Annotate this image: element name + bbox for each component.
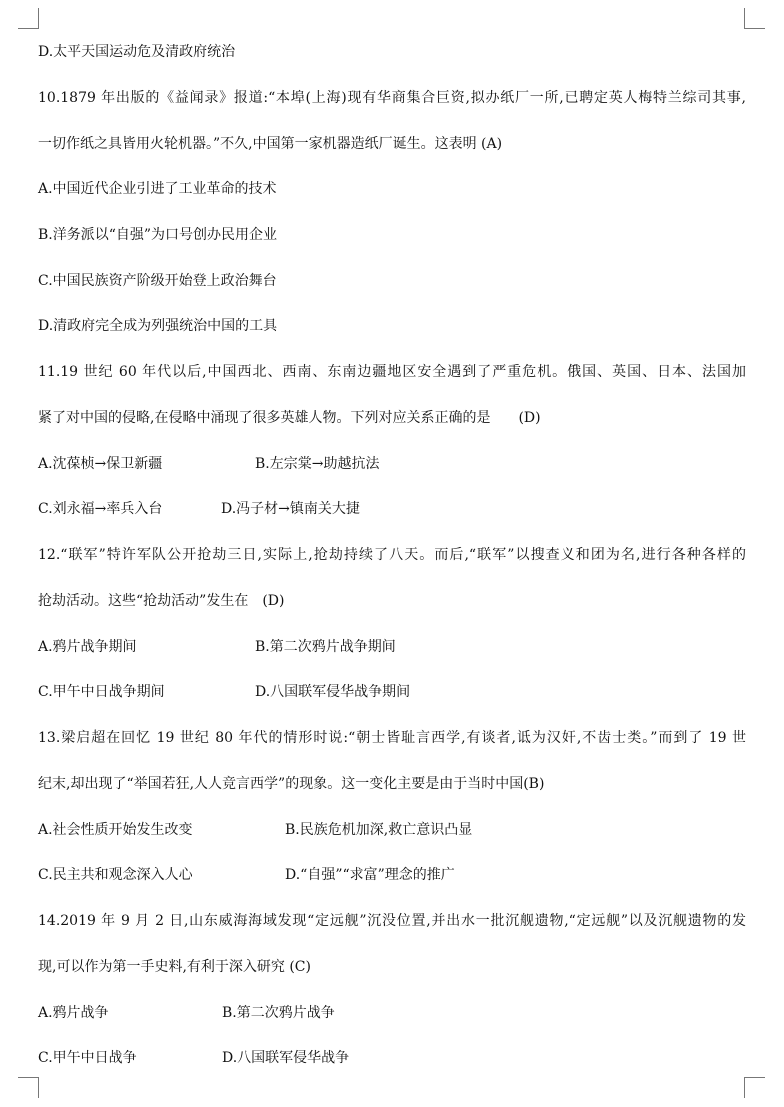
question-13-text: 13.梁启超在回忆 19 世纪 80 年代的情形时说:“朝士皆耻言西学,有谈者,诋为汉奸,不齿士类。”而到了 19 世: [38, 730, 746, 746]
question-13-option-d: D.“自强”“求富”理念的推广: [285, 867, 455, 883]
crop-mark-bottom-right: [744, 1077, 765, 1098]
question-10-text: 10.1879 年出版的《益闻录》报道:“本埠(上海)现有华商集合巨资,拟办纸厂一所,已聘定英人梅特兰综司其事,: [38, 90, 746, 106]
question-11-option-a: A.沈葆桢→保卫新疆: [38, 456, 163, 472]
question-11-option-d: D.冯子材→镇南关大捷: [221, 501, 360, 517]
question-10-option-b: B.洋务派以“自强”为口号创办民用企业: [38, 227, 278, 243]
question-11-text-cont: 紧了对中国的侵略,在侵略中涌现了很多英雄人物。下列对应关系正确的是 (D): [38, 410, 541, 426]
crop-mark-top-right: [744, 8, 765, 29]
question-13-option-a: A.社会性质开始发生改变: [38, 822, 193, 838]
question-10-option-c: C.中国民族资产阶级开始登上政治舞台: [38, 273, 277, 289]
question-12-text: 12.“联军”特许军队公开抢劫三日,实际上,抢劫持续了八天。而后,“联军”以搜查义和团为名,进行各种各样的: [38, 547, 746, 563]
question-10-text-cont: 一切作纸之具皆用火轮机器。”不久,中国第一家机器造纸厂诞生。这表明 (A): [38, 136, 503, 152]
crop-mark-top-left: [18, 8, 39, 29]
question-14-option-d: D.八国联军侵华战争: [222, 1050, 350, 1066]
question-11-option-b: B.左宗棠→助越抗法: [255, 456, 380, 472]
question-14-option-c: C.甲午中日战争: [38, 1050, 137, 1066]
question-13-text-cont: 纪末,却出现了“举国若狂,人人竞言西学”的现象。这一变化主要是由于当时中国(B): [38, 776, 545, 792]
question-11-option-c: C.刘永福→率兵入台: [38, 501, 163, 517]
option-line: D.太平天国运动危及清政府统治: [38, 44, 236, 60]
question-12-text-cont: 抢劫活动。这些“抢劫活动”发生在 (D): [38, 593, 285, 609]
question-12-option-d: D.八国联军侵华战争期间: [255, 684, 411, 700]
question-14-option-b: B.第二次鸦片战争: [222, 1005, 335, 1021]
question-13-option-b: B.民族危机加深,救亡意识凸显: [285, 822, 473, 838]
question-11-text: 11.19 世纪 60 年代以后,中国西北、西南、东南边疆地区安全遇到了严重危机。俄国、英国、日本、法国加: [38, 364, 746, 380]
crop-mark-bottom-left: [18, 1077, 39, 1098]
question-14-text-cont: 现,可以作为第一手史料,有利于深入研究 (C): [38, 959, 311, 975]
question-14-text: 14.2019 年 9 月 2 日,山东威海海域发现“定远舰”沉没位置,并出水一批沉舰遗物,“定远舰”以及沉舰遗物的发: [38, 913, 746, 929]
question-14-option-a: A.鸦片战争: [38, 1005, 109, 1021]
question-10-option-a: A.中国近代企业引进了工业革命的技术: [38, 181, 277, 197]
question-10-option-d: D.清政府完全成为列强统治中国的工具: [38, 318, 278, 334]
question-12-option-a: A.鸦片战争期间: [38, 639, 137, 655]
question-12-option-c: C.甲午中日战争期间: [38, 684, 165, 700]
question-12-option-b: B.第二次鸦片战争期间: [255, 639, 396, 655]
question-13-option-c: C.民主共和观念深入人心: [38, 867, 193, 883]
